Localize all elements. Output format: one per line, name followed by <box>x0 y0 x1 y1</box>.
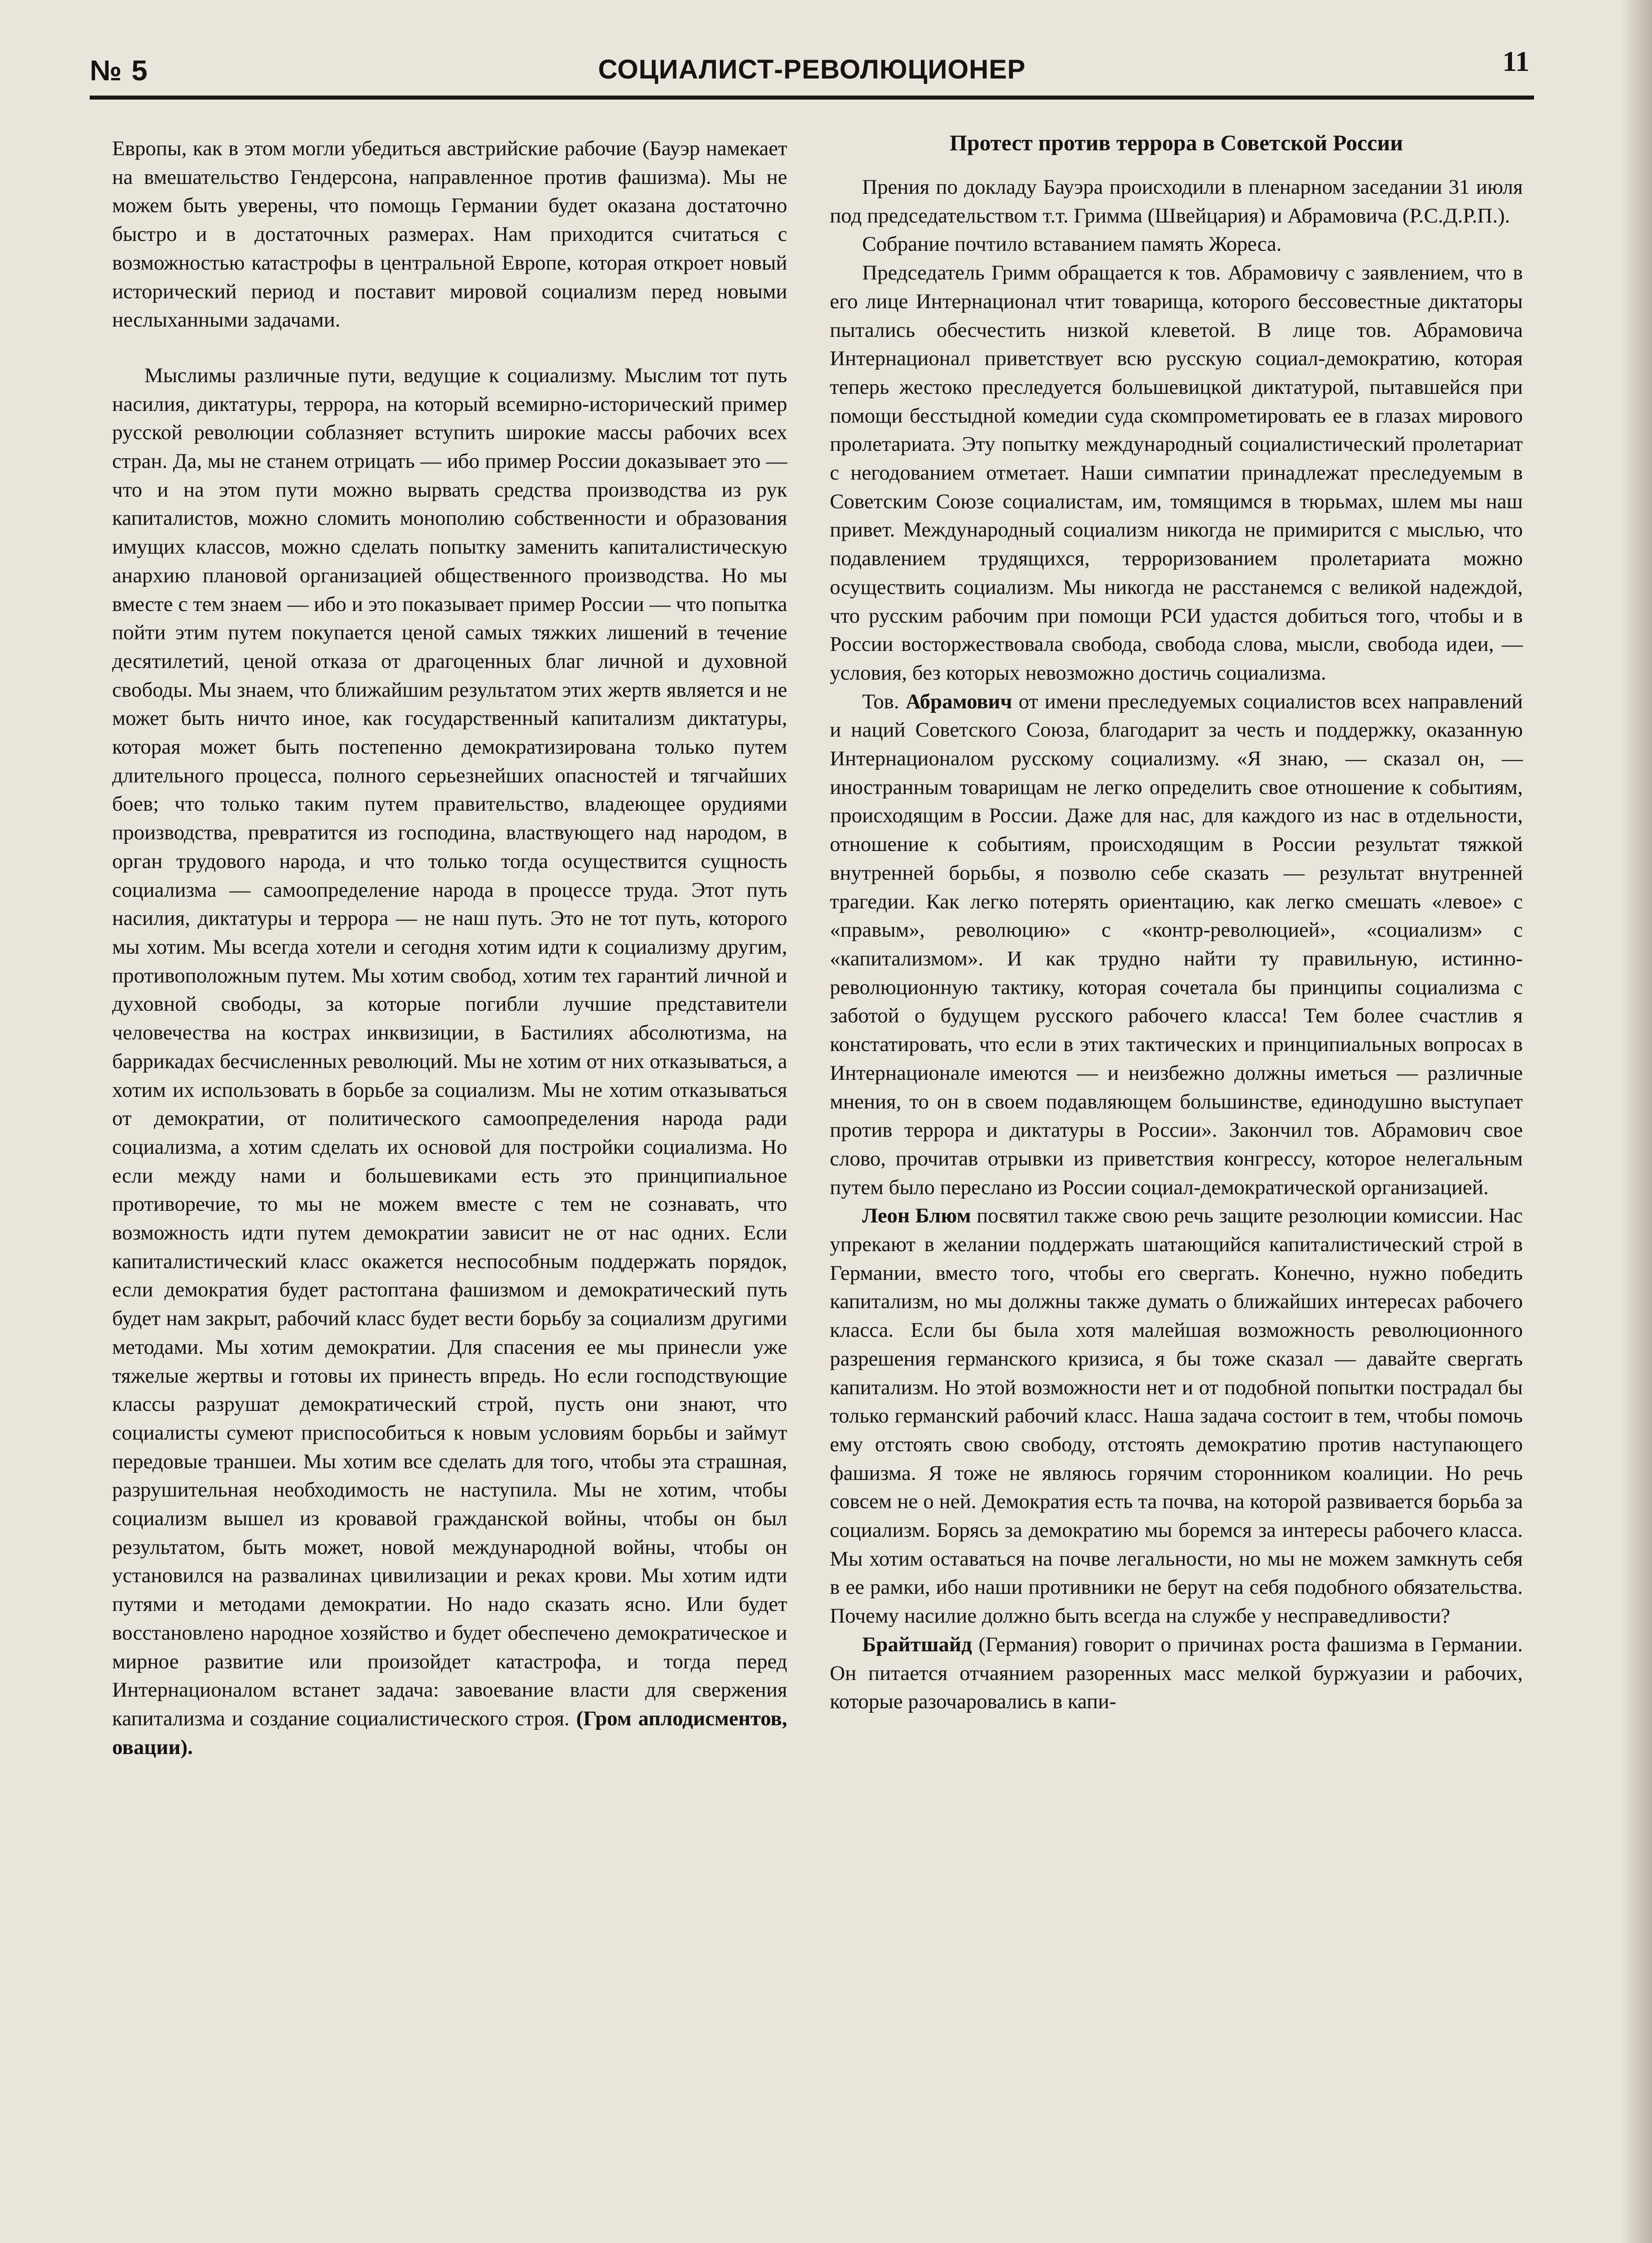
right-paragraph-5 <box>830 1202 1523 1631</box>
page-edge-shadow <box>1621 0 1652 2243</box>
p5-text: посвятил также свою речь защите резолюции комиссии. Нас упрекают в желании поддержать шатающийся капиталистический строй в Германии, вместо того, чтобы его свергать. Конечно, нужно победить капитализм, но мы должны также думать о ближайших интересах рабочего класса. Если бы была хотя малейшая возможность революционного разрешения германского кризиса, я бы тоже сказал — давайте свергать капитализм. Но этой возможности нет и от подобной попытки пострадал бы только германский рабочий класс. Наша задача состоит в тем, чтобы помочь ему отстоять свою свободу, отстоять демократию против наступающего фашизма. Я тоже не являюсь горячим сторонником коалиции. Но речь совсем не о ней. Демократия есть та почва, на которой развивается борьба за социализм. Борясь за демократию мы боремся за интересы рабочего класса. Мы хотим оставаться на почве легальности, но мы не можем замкнуть себя в ее рамки, ибо наши противники не берут на себя подобного обязательства. Почему насилие должно быть всегда на службе у несправедливости? <box>830 1204 1523 1628</box>
left-column <box>112 135 787 1762</box>
p4-text: от имени преследуемых социалистов всех направлений и наций Советского Союза, благодарит за честь и поддержку, оказанную Интернационалом русскому социализму. «Я знаю, — сказал он, — иностранным товарищам не легко определить свое отношение к событиям, происходящим в России. Даже для нас, для каждого из нас в отдельности, отношение к событиям, происходящим в России результат тяжкой внутренней борьбы, я позволю себе сказать — результат внутренней трагедии. Как легко потерять ориентацию, как легко смешать «левое» с «правым», революцию» с «контр-революцией», «социализм» с «капитализмом». И как трудно найти ту правильную, истинно-революционную тактику, которая сочетала бы принципы социализма с заботой о будущем русского рабочего класса! Тем более счастлив я констатировать, что если в этих тактических и принципиальных вопросах в Интернационале имеются — и неизбежно должны иметься — различные мнения, то он в своем подавляющем большинстве, единодушно выступает против террора и диктатуры в России». Закончил тов. Абрамович свое слово, прочитав отрывки из приветствия конгрессу, которое нелегальным путем было переслано из России социал-демократической организацией. <box>830 689 1523 1199</box>
right-paragraph-3: Председатель Гримм обращается к тов. Абрамовичу с заявлением, что в его лице Интернационал чтит товарища, которого бессовестные диктаторы пытались обесчестить низкой клеветой. В лице тов. Абрамовича Интернационал приветствует всю русскую социал-демократию, которая теперь жестоко преследуется большевицкой диктатурой, пытавшейся при помощи бесстыдной комедии суда скомпрометировать ее в глазах мирового пролетариата. Эту попытку международный социалистический пролетариат с негодованием отметает. Наши симпатии принадлежат преследуемым в Советским Союзе социалистам, им, томящимся в тюрьмах, шлем мы наш привет. Международный социализм никогда не примирится с мыслью, что подавлением трудящихся, терроризованием пролетариата можно осуществить социализм. Мы никогда не расстанемся с великой надеждой, что русским рабочим при помощи РСИ удастся добиться того, чтобы и в России восторжествовала свобода, свобода слова, мысли, свобода идеи, — условия, без которых невозможно достичь социализма. <box>830 261 1523 685</box>
speaker-abramovich: Абрамович <box>906 689 1012 713</box>
speaker-blum: Леон Блюм <box>862 1204 971 1228</box>
right-paragraph-6 <box>830 1631 1523 1716</box>
section-title: Протест против террора в Советской России <box>950 130 1403 155</box>
page-number: 11 <box>1502 45 1530 77</box>
right-paragraph-1: Прения по докладу Бауэра происходили в пленарном заседании 31 июля под председательством т.т. Гримма (Швейцария) и Абрамовича (Р.С.Д.Р.П.). <box>830 175 1523 227</box>
p4-prefix: Тов. <box>862 689 899 713</box>
issue-number: № 5 <box>90 54 148 87</box>
p6-text: (Германия) говорит о причинах роста фашизма в Германии. Он питается отчаянием разоренных масс мелкой буржуазии и рабочих, которые разочаровались в капи- <box>830 1632 1523 1714</box>
speaker-breitscheid: Брайтшайд <box>862 1632 972 1656</box>
masthead-title: СОЦИАЛИСТ-РЕВОЛЮЦИОНЕР <box>598 54 1026 84</box>
header-rule <box>90 96 1534 100</box>
ovation-note: (Гром аплодисментов, овации). <box>112 1706 787 1759</box>
left-paragraph-2 <box>112 362 787 1762</box>
right-paragraph-4 <box>830 688 1523 1202</box>
right-paragraph-2: Собрание почтило вставанием память Жореса. <box>862 232 1282 256</box>
right-column <box>830 128 1523 1716</box>
page-header <box>90 43 1534 101</box>
left-paragraph-2-text: Мыслимы различные пути, ведущие к социализму. Мыслим тот путь насилия, диктатуры, террора, на который всемирно-исторический пример русской революции соблазняет вступить широкие массы рабочих всех стран. Да, мы не станем отрицать — ибо пример России доказывает это — что и на этом пути можно вырвать средства производства из рук капиталистов, можно сломить монополию собственности и образования имущих классов, можно сделать попытку заменить капиталистическую анархию плановой организацией общественного производства. Но мы вместе с тем знаем — ибо и это показывает пример России — что попытка пойти этим путем покупается ценой самых тяжких лишений в течение десятилетий, ценой отказа от драгоценных благ личной и духовной свободы. Мы знаем, что ближайшим результатом этих жертв является и не может быть ничто иное, как государственный капитализм диктатуры, которая может быть постепенно демократизирована только путем длительного процесса, полного серьезнейших опасностей и тягчайших боев; что только таким путем правительство, владеющее орудиями производства, превратится из господина, властвующего над народом, в орган трудового народа, и что только тогда осуществится сущность социализма — самоопределение народа в процессе труда. Этот путь насилия, диктатуры и террора — не наш путь. Это не тот путь, которого мы хотим. Мы всегда хотели и сегодня хотим идти к социализму другим, противоположным путем. Мы хотим свобод, хотим тех гарантий личной и духовной свободы, за которые погибли лучшие представители человечества на кострах инквизиции, в Бастилиях абсолютизма, на баррикадах бесчисленных революций. Мы не хотим от них отказываться, а хотим их использовать в борьбе за социализм. Мы не хотим отказываться от демократии, от политического самоопределения народа ради социализма, а хотим сделать их основой для постройки социализма. Но если между нами и большевиками есть это принципиальное противоречие, то мы не можем вместе с тем не сознавать, что возможность идти путем демократии зависит не от нас одних. Если капиталистический класс окажется неспособным поддержать порядок, если демократия будет растоптана фашизмом и демократический путь будет нам закрыт, рабочий класс будет вести борьбу за социализм другими методами. Мы хотим демократии. Для спасения ее мы принесли уже тяжелые жертвы и готовы их принесть впредь. Но если господствующие классы разрушат демократический строй, пусть они знают, что социалисты сумеют приспособиться к новым условиям борьбы и займут передовые траншеи. Мы хотим все сделать для того, чтобы эта страшная, разрушительная необходимость не наступила. Мы не хотим, чтобы социализм вышел из кровавой гражданской войны, чтобы он был результатом, быть может, новой международной войны, чтобы он установился на развалинах цивилизации и реках крови. Мы хотим идти путями и методами демократии. Но надо сказать ясно. Или будет восстановлено народное хозяйство и будет обеспечено демократическое и мирное развитие или произойдет катастрофа, и тогда перед Интернационалом встанет задача: завоевание власти для свержения капитализма и создание социалистического строя. <box>112 363 787 1730</box>
left-paragraph-1: Европы, как в этом могли убедиться австрийские рабочие (Бауэр намекает на вмешательство Гендерсона, направленное против фашизма). Мы не можем быть уверены, что помощь Германии будет оказана достаточно быстро и в достаточных размерах. Нам приходится считаться с возможностью катастрофы в центральной Европе, которая откроет новый исторический период и поставит мировой социализм перед новыми неслыханными задачами. <box>112 137 787 332</box>
